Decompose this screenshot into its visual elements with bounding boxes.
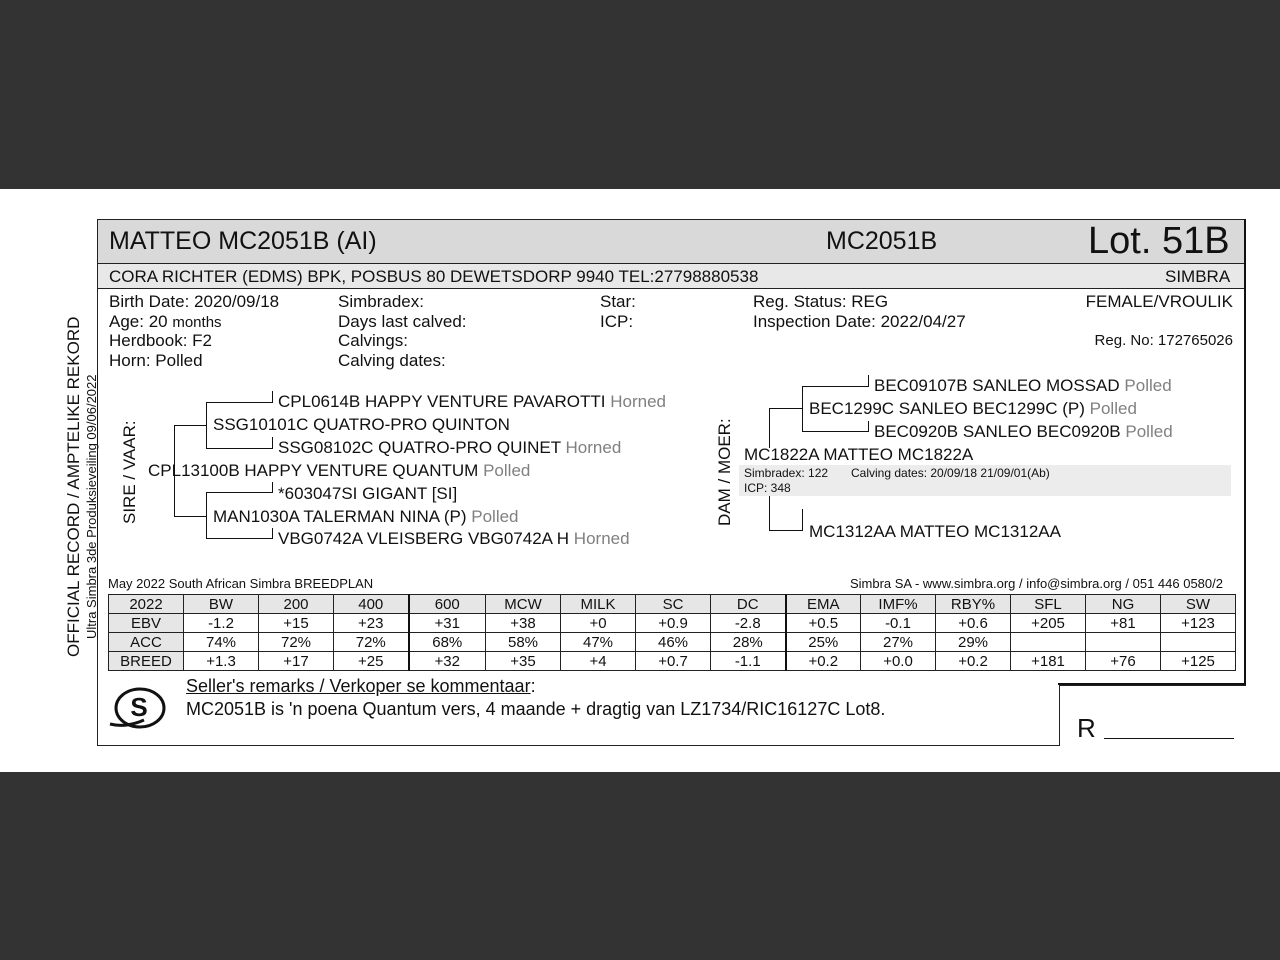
pedigree-status: Horned [573,529,630,548]
pedigree-line [769,530,803,531]
ebv-cell: 72% [334,633,409,652]
ebv-cell [1161,633,1236,652]
dam-icp: ICP: 348 [744,481,791,495]
ebv-cell: +0.9 [636,614,711,633]
ebv-header: BW [184,595,259,614]
frame-right [1244,219,1246,685]
sire [148,461,530,481]
remarks-heading-text: Seller's remarks / Verkoper se kommentaar [186,676,531,696]
ebv-cell: +181 [1011,652,1086,671]
pedigree-line [272,437,273,449]
sire-sire-sire [278,392,666,412]
ebv-cell: +25 [334,652,409,671]
sire-dam-dam [278,529,630,549]
ebv-row-label: BREED [109,652,184,671]
pedigree-line [769,496,770,531]
ebv-cell: +0.2 [936,652,1011,671]
pedigree-name: *603047SI GIGANT [SI] [278,484,458,503]
pedigree-name: SSG08102C QUATRO-PRO QUINET [278,438,561,457]
pedigree-line [206,448,272,449]
ebv-cell: 25% [786,633,861,652]
star-label: Star: [600,292,636,311]
ebv-header: 2022 [109,595,184,614]
pedigree-line [769,408,803,409]
pedigree-line [868,421,869,432]
birth-date: Birth Date: 2020/09/18 [109,292,280,311]
ebv-cell: +0 [561,614,636,633]
pedigree-line [272,528,273,539]
simbra-logo [108,684,168,737]
icp-label: ICP: [600,312,634,331]
ebv-header: SW [1161,595,1236,614]
dam [744,445,973,465]
ebv-cell: +1.3 [184,652,259,671]
ebv-cell: +15 [259,614,334,633]
sire-sire-dam [278,438,621,458]
sire-sire [213,415,510,435]
ebv-cell: 68% [409,633,486,652]
breed-name: SIMBRA [1165,267,1231,286]
pedigree-status: Polled [1124,376,1172,395]
pedigree-name: BEC09107B SANLEO MOSSAD [874,376,1120,395]
pedigree-line [174,516,206,517]
ebv-header: 200 [259,595,334,614]
ebv-cell: -1.2 [184,614,259,633]
ebv-cell: -2.8 [711,614,786,633]
record-card [0,189,1280,772]
herdbook: Herdbook: F2 [109,331,212,350]
ebv-header: 600 [409,595,486,614]
pedigree-line [206,402,207,449]
dam-dam [809,522,1061,542]
ebv-header-row [109,595,1236,614]
ebv-cell: +0.6 [936,614,1011,633]
pedigree-line [802,386,868,387]
ebv-header: EMA [786,595,861,614]
ebv-cell: +125 [1161,652,1236,671]
ebv-cell: +0.7 [636,652,711,671]
sire-dam-sire [278,484,457,504]
official-record-label: OFFICIAL RECORD / AMPTELIKE REKORD [64,316,83,657]
ebv-cell: -1.1 [711,652,786,671]
simbradex-label: Simbradex: [338,292,424,311]
ebv-cell [1086,633,1161,652]
ebv-cell: 47% [561,633,636,652]
ebv-cell: +31 [409,614,486,633]
calvings: Calvings: [338,331,408,350]
inspection-date: Inspection Date: 2022/04/27 [753,312,966,331]
ebv-cell: +0.0 [861,652,936,671]
ebv-cell: -0.1 [861,614,936,633]
ebv-cell: +0.5 [786,614,861,633]
pedigree-line [206,492,272,493]
dam-sire [809,399,1137,419]
ebv-cell: +38 [486,614,561,633]
pedigree-line [272,391,273,403]
ebv-cell [1011,633,1086,652]
ebv-cell: 28% [711,633,786,652]
age-value: Age: 20 [109,312,168,331]
ebv-cell: 74% [184,633,259,652]
ebv-cell: +17 [259,652,334,671]
pedigree-name: BEC1299C SANLEO BEC1299C (P) [809,399,1085,418]
pedigree-line [206,402,272,403]
lot-number: Lot. 51B [1088,220,1230,262]
ebv-cell: +123 [1161,614,1236,633]
pedigree-line [802,509,803,531]
pedigree-line [802,431,868,432]
ebv-header: MILK [561,595,636,614]
ebv-header: SC [636,595,711,614]
ebv-cell: +23 [334,614,409,633]
ebv-header: 400 [334,595,409,614]
ebv-header: DC [711,595,786,614]
ebv-row [109,614,1236,633]
ebv-cell: +0.2 [786,652,861,671]
pedigree-name: SSG10101C QUATRO-PRO QUINTON [213,415,510,434]
ebv-cell: +76 [1086,652,1161,671]
ebv-cell: +32 [409,652,486,671]
sale-label: Ultra Simbra 3de Produksieveiling 09/06/2022 [84,374,99,639]
price-box-top [1058,683,1244,685]
ebv-cell: +4 [561,652,636,671]
pedigree-status: Polled [1125,422,1173,441]
sire-label: SIRE / VAAR: [120,420,139,524]
pedigree-name: BEC0920B SANLEO BEC0920B [874,422,1121,441]
pedigree-name: MAN1030A TALERMAN NINA (P) [213,507,467,526]
price-label: R [1077,713,1096,743]
pedigree-line [802,386,803,432]
days-last-calved: Days last calved: [338,312,467,331]
pedigree-line [174,425,206,426]
pedigree-status: Horned [610,392,667,411]
ebv-header: RBY% [936,595,1011,614]
horn-status: Horn: Polled [109,351,203,370]
logo-letter: S [130,692,148,722]
pedigree-status: Horned [565,438,622,457]
ebv-cell: 29% [936,633,1011,652]
reg-status: Reg. Status: REG [753,292,889,311]
ebv-cell: +205 [1011,614,1086,633]
pedigree-name: MC1312AA MATTEO MC1312AA [809,522,1061,541]
pedigree-name: CPL0614B HAPPY VENTURE PAVAROTTI [278,392,606,411]
age [109,312,222,332]
remarks-heading [186,676,536,697]
acc-row [109,633,1236,652]
pedigree-line [272,482,273,493]
dam-sire-sire [874,376,1172,396]
dam-label: DAM / MOER: [715,418,734,526]
dam-calving-dates: Calving dates: 20/09/18 21/09/01(Ab) [851,466,1050,480]
dam-sire-dam [874,422,1173,442]
ebv-header: IMF% [861,595,936,614]
price-line [1104,738,1234,739]
ebv-source: May 2022 South African Simbra BREEDPLAN [108,576,374,591]
owner-details: CORA RICHTER (EDMS) BPK, POSBUS 80 DEWETSDORP 9940 TEL:27798880538 [109,267,759,286]
pedigree-line [206,538,272,539]
sire-dam [213,507,519,527]
pedigree-line [868,375,869,387]
pedigree-status: Polled [471,507,519,526]
calving-dates: Calving dates: [338,351,446,370]
ebv-header: MCW [486,595,561,614]
ebv-header: SFL [1011,595,1086,614]
pedigree-name: VBG0742A VLEISBERG VBG0742A H [278,529,570,548]
ebv-table [108,594,1236,671]
pedigree-line [206,492,207,539]
breed-row [109,652,1236,671]
ebv-cell: 58% [486,633,561,652]
animal-id: MC2051B [826,227,938,255]
pedigree-name: CPL13100B HAPPY VENTURE QUANTUM [148,461,479,480]
reg-number: Reg. No: 172765026 [1094,332,1233,349]
pedigree-status: Polled [1089,399,1137,418]
simbra-logo-icon [108,684,168,732]
pedigree-line [769,408,770,448]
sex: FEMALE/VROULIK [1085,292,1233,311]
ebv-cell: +35 [486,652,561,671]
ebv-cell: 27% [861,633,936,652]
age-unit: months [172,314,222,331]
pedigree-status: Polled [483,461,531,480]
ebv-row-label: ACC [109,633,184,652]
ebv-row-label: EBV [109,614,184,633]
ebv-contact: Simbra SA - www.simbra.org / info@simbra.org / 051 446 0580/2 [849,576,1223,591]
ebv-cell: 72% [259,633,334,652]
dam-simbradex: Simbradex: 122 [744,466,829,480]
pedigree-name: MC1822A MATTEO MC1822A [744,445,974,464]
animal-name: MATTEO MC2051B (AI) [109,227,377,255]
remarks-text: MC2051B is 'n poena Quantum vers, 4 maande + dragtig van LZ1734/RIC16127C Lot8. [186,699,886,719]
ebv-header: NG [1086,595,1161,614]
ebv-cell: +81 [1086,614,1161,633]
remarks-heading-colon: : [530,676,536,696]
ebv-cell: 46% [636,633,711,652]
